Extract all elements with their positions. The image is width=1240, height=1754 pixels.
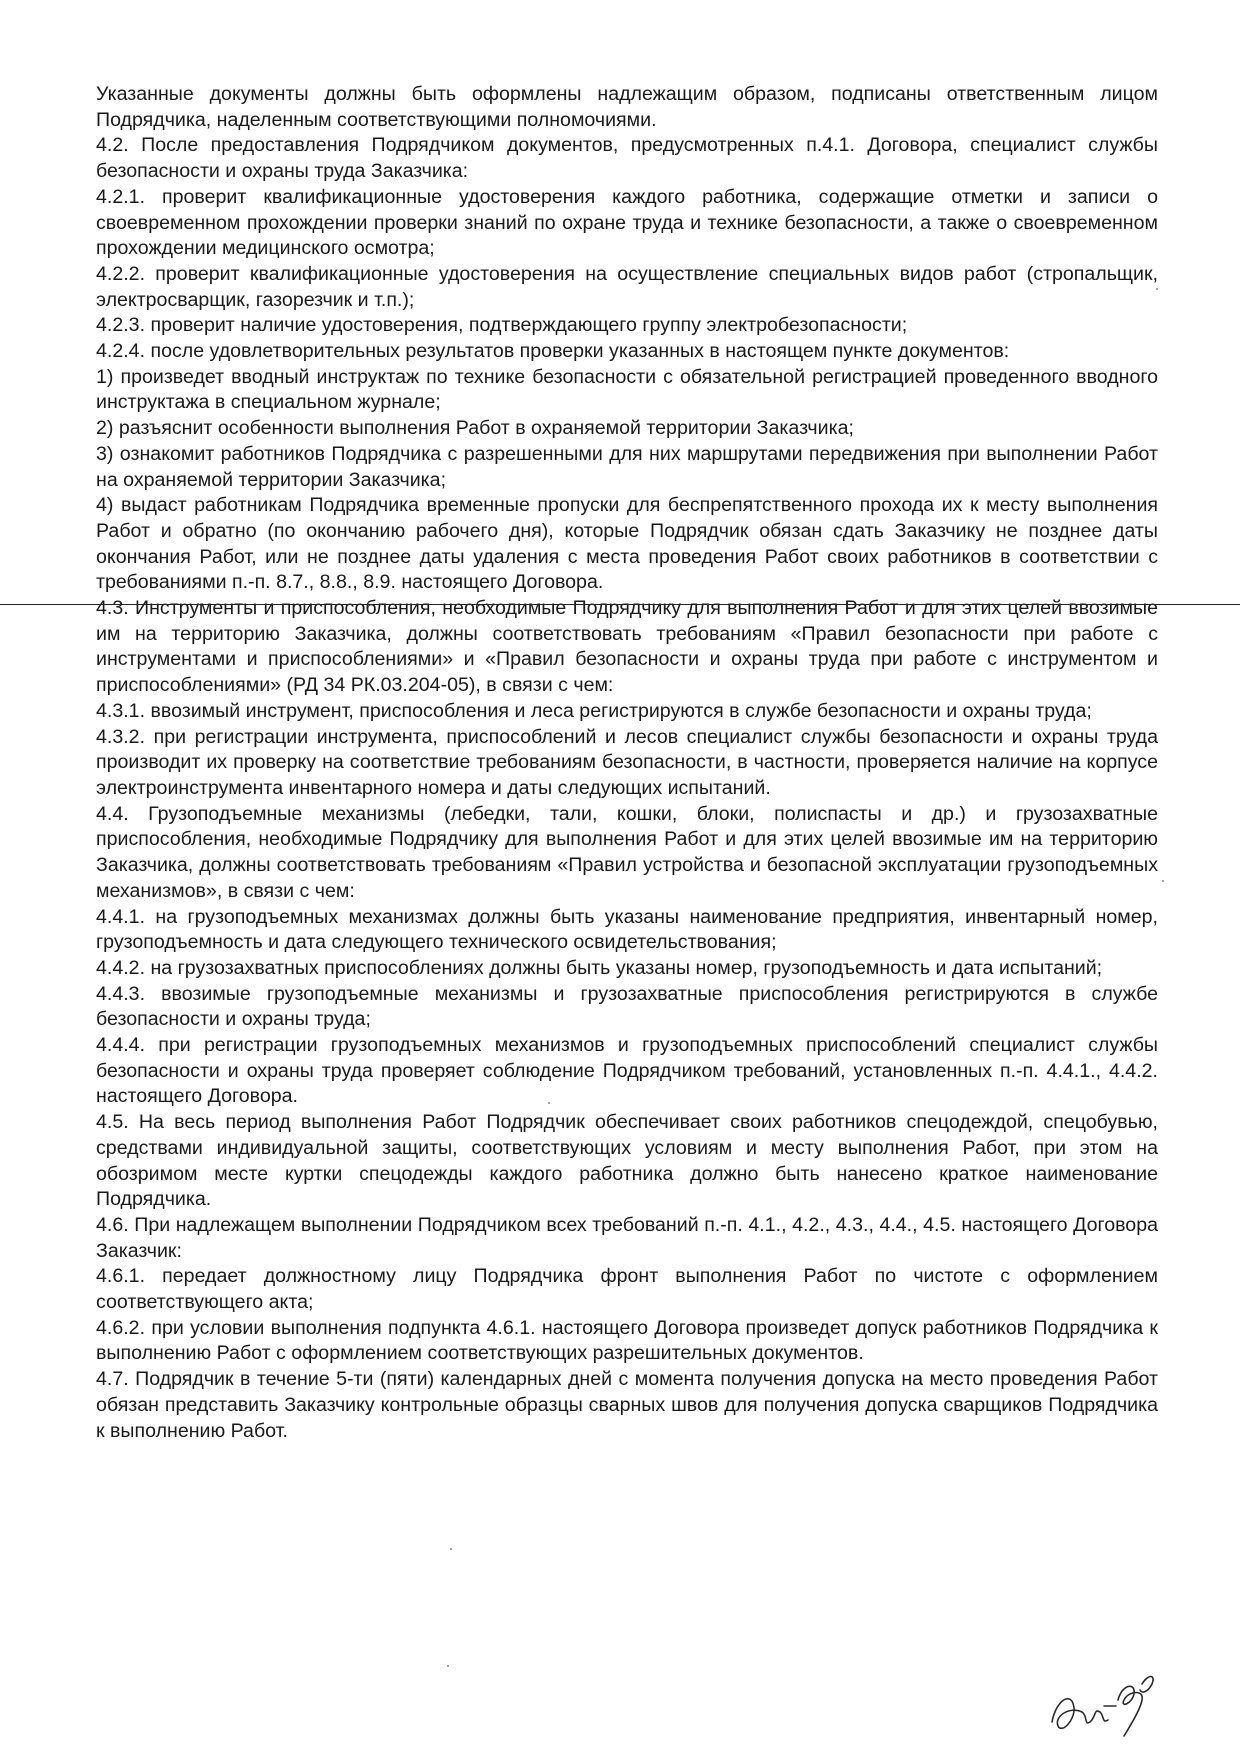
- paragraph-4-2-1: 4.2.1. проверит квалификационные удостоверения каждого работника, содержащие отметки и записи о своевременном прохождении проверки знаний по охране труда и технике безопасности, а также о своевременном прохождении медицинского осмотра;: [96, 185, 1158, 260]
- paragraph-intro: Указанные документы должны быть оформлены надлежащим образом, подписаны ответственным лицом Подрядчика, наделенным соответствующими полномочиями.: [96, 83, 1158, 131]
- list-item-1: 1) произведет вводный инструктаж по технике безопасности с обязательной регистрацией проведенного вводного инструктажа в специальном журнале;: [96, 365, 1158, 414]
- handwritten-signature: [1044, 1660, 1164, 1740]
- scan-speck: [1162, 880, 1164, 882]
- paragraph-4-4-2: 4.4.2. на грузозахватных приспособлениях должны быть указаны номер, грузоподъемность и дата испытаний;: [96, 956, 1103, 979]
- document-body: [96, 82, 1158, 1444]
- paragraph-4-3-1: 4.3.1. ввозимый инструмент, приспособления и леса регистрируются в службе безопасности и охраны труда;: [96, 699, 1092, 722]
- paragraph-4-2: 4.2. После предоставления Подрядчиком документов, предусмотренных п.4.1. Договора, специалист службы безопасности и охраны труда Заказчика:: [96, 134, 1158, 183]
- paragraph-4-6-2: 4.6.2. при условии выполнения подпункта 4.6.1. настоящего Договора произведет допуск работников Подрядчика к выполнению Работ с оформлением соответствующих разрешительных документов.: [96, 1316, 1158, 1365]
- paragraph-4-4-1: 4.4.1. на грузоподъемных механизмах должны быть указаны наименование предприятия, инвентарный номер, грузоподъемность и дата следующего технического освидетельствования;: [96, 905, 1158, 954]
- scan-speck: [447, 1665, 449, 1667]
- scan-speck: [1156, 288, 1158, 290]
- paragraph-4-7: 4.7. Подрядчик в течение 5-ти (пяти) календарных дней с момента получения допуска на место проведения Работ обязан представить Заказчику контрольные образцы сварных швов для получения допуска сварщиков Подрядчика к выполнению Работ.: [96, 1368, 1158, 1442]
- paragraph-4-2-3: 4.2.3. проверит наличие удостоверения, подтверждающего группу электробезопасности;: [96, 314, 908, 337]
- scan-speck: [548, 1102, 550, 1104]
- list-item-3: 3) ознакомит работников Подрядчика с разрешенными для них маршрутами передвижения при выполнении Работ на охраняемой территории Заказчика;: [96, 442, 1158, 491]
- paragraph-4-2-2: 4.2.2. проверит квалификационные удостоверения на осуществление специальных видов работ (стропальщик, электросварщик, газорезчик и т.п.);: [96, 262, 1158, 311]
- paragraph-4-4-4: 4.4.4. при регистрации грузоподъемных механизмов и грузоподъемных приспособлений специалист службы безопасности и охраны труда проверяет соблюдение Подрядчиком требований, установленных п.-п. 4.4.1., 4.4.2. настоящего Договора.: [96, 1034, 1158, 1108]
- paragraph-4-3-2: 4.3.2. при регистрации инструмента, приспособлений и лесов специалист службы безопасности и охраны труда производит их проверку на соответствие требованиям безопасности, в частности, проверяется наличие на корпусе электроинструмента инвентарного номера и даты следующих испытаний.: [96, 725, 1158, 799]
- list-item-2: 2) разъяснит особенности выполнения Работ в охраняемой территории Заказчика;: [96, 417, 854, 440]
- list-item-4: 4) выдаст работникам Подрядчика временные пропуски для беспрепятственного прохода их к месту выполнения Работ и обратно (по окончанию рабочего дня), которые Подрядчик обязан сдать Заказчику не позднее даты окончания Работ, или не позднее даты удаления с места проведения Работ своих работников в соответствии с требованиями п.-п. 8.7., 8.8., 8.9. настоящего Договора.: [96, 494, 1158, 594]
- paragraph-4-6-1: 4.6.1. передает должностному лицу Подрядчика фронт выполнения Работ по чистоте с оформлением соответствующего акта;: [96, 1265, 1158, 1314]
- paragraph-4-6: 4.6. При надлежащем выполнении Подрядчиком всех требований п.-п. 4.1., 4.2., 4.3., 4.4., 4.5. настоящего Договора Заказчик:: [96, 1213, 1158, 1262]
- paragraph-4-4: 4.4. Грузоподъемные механизмы (лебедки, тали, кошки, блоки, полиспасты и др.) и грузозахватные приспособления, необходимые Подрядчику для выполнения Работ и для этих целей ввозимые им на территорию Заказчика, должны соответствовать требованиям «Правил устройства и безопасной эксплуатации грузоподъемных механизмов», в связи с чем:: [96, 802, 1158, 902]
- scan-strike-line: [0, 604, 1240, 605]
- paragraph-4-5: 4.5. На весь период выполнения Работ Подрядчик обеспечивает своих работников спецодеждой, спецобувью, средствами индивидуальной защиты, соответствующих условиям и месту выполнения Работ, при этом на обозримом месте куртки спецодежды каждого работника должно быть нанесено краткое наименование Подрядчика.: [96, 1111, 1158, 1211]
- paragraph-4-2-4: 4.2.4. после удовлетворительных результатов проверки указанных в настоящем пункте документов:: [96, 340, 1010, 363]
- paragraph-4-3: 4.3. Инструменты и приспособления, необходимые Подрядчику для выполнения Работ и для этих целей ввозимые им на территорию Заказчика, должны соответствовать требованиям «Правил безопасности при работе с инструментами и приспособлениями» и «Правил безопасности и охраны труда при работе с инструментом и приспособлениями» (РД 34 РК.03.204-05), в связи с чем:: [96, 597, 1158, 697]
- scan-speck: [450, 1548, 452, 1550]
- paragraph-4-4-3: 4.4.3. ввозимые грузоподъемные механизмы и грузозахватные приспособления регистрируются в службе безопасности и охраны труда;: [96, 982, 1158, 1031]
